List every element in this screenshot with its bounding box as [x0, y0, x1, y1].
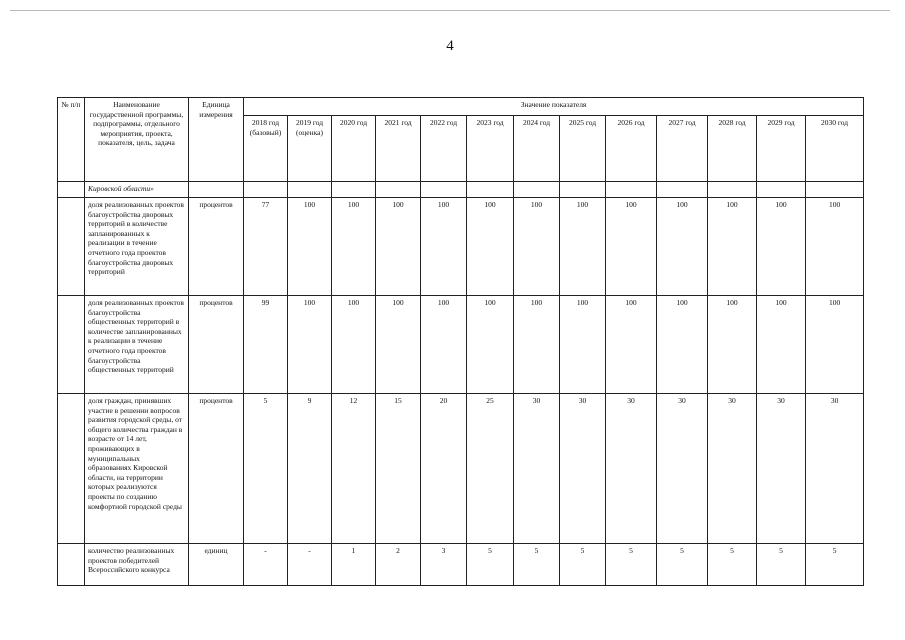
value-cell: 5 [560, 544, 606, 586]
indicator-unit: процентов [189, 394, 244, 544]
year-header: 2030 год [806, 116, 864, 182]
year-header: 2023 год [467, 116, 514, 182]
header-value: Значение показателя [244, 98, 864, 116]
value-cell: - [244, 544, 288, 586]
value-cell: 30 [757, 394, 806, 544]
value-cell: 5 [514, 544, 560, 586]
continuation-text: Кировской области» [85, 182, 189, 198]
value-cell: 5 [806, 544, 864, 586]
value-cell: 100 [288, 296, 332, 394]
table-row [58, 198, 864, 296]
value-cell: 100 [806, 296, 864, 394]
indicator-name: доля реализованных проектов благоустройства дворовых территорий в количестве запланированных к реализации в течение отчетного года проектов благоустройства дворовых территорий [85, 198, 189, 296]
value-cell: 100 [376, 198, 421, 296]
indicator-unit: процентов [189, 296, 244, 394]
value-cell: 15 [376, 394, 421, 544]
indicator-table [57, 97, 864, 586]
value-cell: 3 [421, 544, 467, 586]
value-cell: 5 [467, 544, 514, 586]
value-cell: 1 [332, 544, 376, 586]
value-cell: 100 [757, 296, 806, 394]
header-name: Наименование государственной программы, подпрограммы, отдельного мероприятия, проекта, показателя, цель, задача [85, 98, 189, 182]
value-cell: 30 [806, 394, 864, 544]
value-cell: 100 [560, 296, 606, 394]
value-cell: 5 [708, 544, 757, 586]
indicator-name: доля реализованных проектов благоустройства общественных территорий в количестве запланированных к реализации в течение отчетного года проектов благоустройства общественных территорий [85, 296, 189, 394]
value-cell: 30 [657, 394, 708, 544]
year-header: 2027 год [657, 116, 708, 182]
value-cell: 100 [757, 198, 806, 296]
value-cell: 25 [467, 394, 514, 544]
value-cell: 100 [657, 296, 708, 394]
value-cell: 5 [244, 394, 288, 544]
table-row [58, 544, 864, 586]
value-cell: 100 [332, 296, 376, 394]
value-cell: 99 [244, 296, 288, 394]
value-cell: 5 [606, 544, 657, 586]
value-cell: 5 [657, 544, 708, 586]
value-cell: 77 [244, 198, 288, 296]
indicator-name: количество реализованных проектов победителей Всероссийского конкурса [85, 544, 189, 586]
value-cell: - [288, 544, 332, 586]
indicator-unit: процентов [189, 198, 244, 296]
value-cell: 100 [288, 198, 332, 296]
value-cell: 100 [467, 296, 514, 394]
value-cell: 100 [708, 198, 757, 296]
value-cell: 100 [606, 198, 657, 296]
value-cell: 100 [708, 296, 757, 394]
value-cell: 9 [288, 394, 332, 544]
value-cell: 2 [376, 544, 421, 586]
value-cell: 100 [806, 198, 864, 296]
value-cell: 100 [657, 198, 708, 296]
year-header: 2025 год [560, 116, 606, 182]
value-cell: 100 [606, 296, 657, 394]
year-header: 2021 год [376, 116, 421, 182]
table-row [58, 296, 864, 394]
value-cell: 100 [421, 296, 467, 394]
value-cell: 100 [332, 198, 376, 296]
header-unit: Единица измерения [189, 98, 244, 182]
value-cell: 100 [376, 296, 421, 394]
year-header: 2018 год (базовый) [244, 116, 288, 182]
value-cell: 30 [514, 394, 560, 544]
indicator-unit: единиц [189, 544, 244, 586]
year-header: 2028 год [708, 116, 757, 182]
value-cell: 12 [332, 394, 376, 544]
table-row [58, 394, 864, 544]
value-cell: 5 [757, 544, 806, 586]
value-cell: 30 [606, 394, 657, 544]
value-cell: 100 [514, 296, 560, 394]
value-cell: 100 [514, 198, 560, 296]
value-cell: 30 [560, 394, 606, 544]
year-header: 2029 год [757, 116, 806, 182]
value-cell: 100 [560, 198, 606, 296]
value-cell: 20 [421, 394, 467, 544]
value-cell: 100 [467, 198, 514, 296]
value-cell: 30 [708, 394, 757, 544]
header-num: № п/п [58, 98, 85, 182]
year-header: 2022 год [421, 116, 467, 182]
scan-top-edge-line [10, 10, 890, 11]
year-header: 2019 год (оценка) [288, 116, 332, 182]
year-header: 2026 год [606, 116, 657, 182]
indicator-name: доля граждан, принявших участие в решении вопросов развития городской среды, от общего количества граждан в возрасте от 14 лет, проживающих в муниципальных образованиях Кировской области, на территории которых реализуются проекты по созданию комфортной городской среды [85, 394, 189, 544]
value-cell: 100 [421, 198, 467, 296]
year-header: 2024 год [514, 116, 560, 182]
year-header: 2020 год [332, 116, 376, 182]
page-number: 4 [446, 38, 454, 54]
